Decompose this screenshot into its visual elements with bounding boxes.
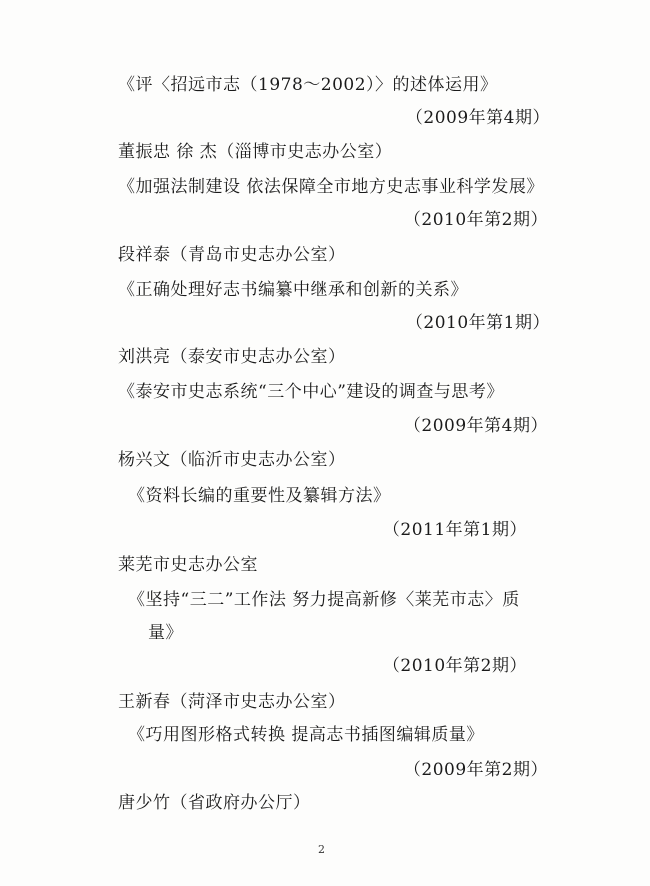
entry-issue: （2010年第2期） [403,210,548,230]
entry-issue: （2010年第1期） [405,313,550,333]
entry-title: 《巧用图形格式转换 提高志书插图编辑质量》 [128,725,484,745]
entry-title: 《资料长编的重要性及纂辑方法》 [128,486,391,506]
entry-issue: （2009年第4期） [403,416,548,436]
entry-title: 《加强法制建设 依法保障全市地方史志事业科学发展》 [118,177,544,197]
entry-author: 莱芜市史志办公室 [118,555,258,575]
entry-author: 段祥泰（青岛市史志办公室） [118,245,346,265]
entry-author: 董振忠 徐 杰（淄博市史志办公室） [118,142,393,162]
entry-author: 刘洪亮（泰安市史志办公室） [118,347,346,367]
entry-title: 《坚持“三二”工作法 努力提高新修〈莱芜市志〉质 [128,590,520,610]
entry-title: 《泰安市史志系统“三个中心”建设的调查与思考》 [118,382,504,402]
entry-issue: （2010年第2期） [382,656,527,676]
entry-author: 唐少竹（省政府办公厅） [118,793,311,813]
page-number: 2 [318,843,325,856]
entry-issue: （2009年第4期） [405,108,550,128]
entry-author: 王新春（菏泽市史志办公室） [118,692,346,712]
entry-title-continuation: 量》 [148,623,183,643]
entry-title: 《评〈招远市志（1978～2002）〉的述体运用》 [118,75,498,95]
entry-issue: （2009年第2期） [403,760,548,780]
entry-issue: （2011年第1期） [382,520,527,540]
entry-author: 杨兴文（临沂市史志办公室） [118,450,346,470]
entry-title: 《正确处理好志书编纂中继承和创新的关系》 [118,280,468,300]
